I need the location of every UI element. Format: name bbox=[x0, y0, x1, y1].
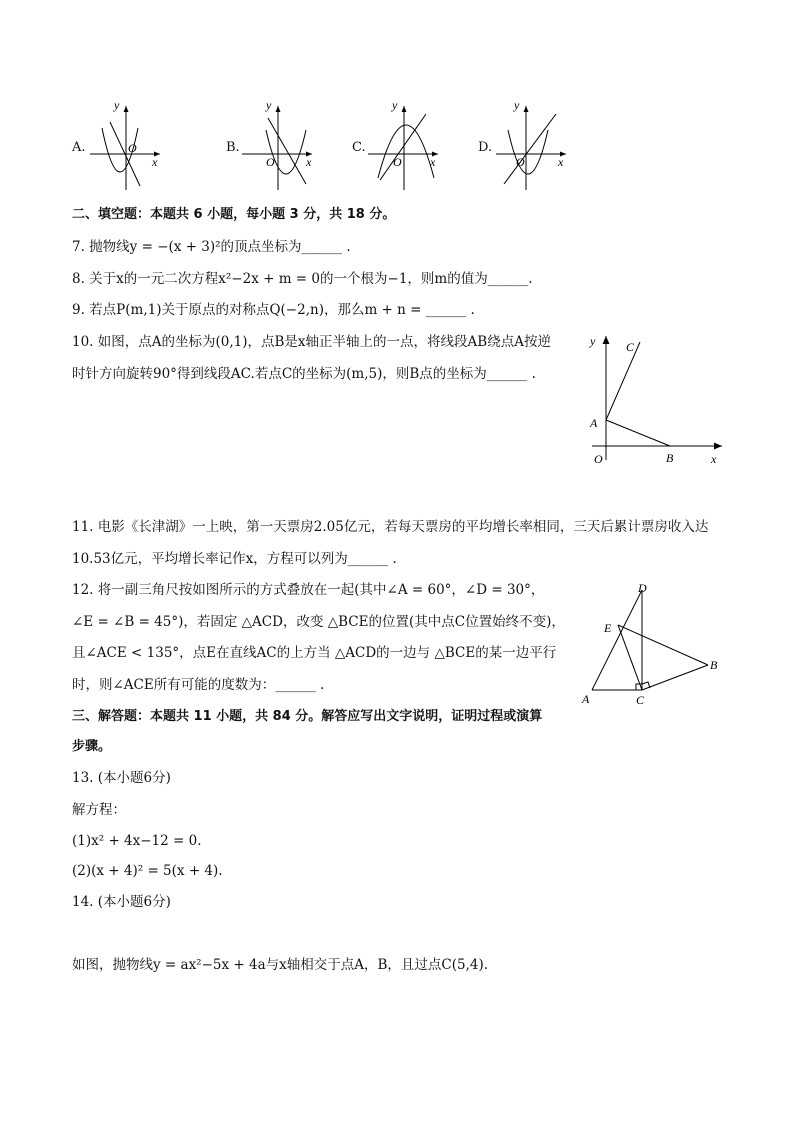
question-13-title: 13. (本小题6分) bbox=[72, 770, 171, 786]
option-a-origin: O bbox=[128, 141, 137, 155]
question-7: 7. 抛物线y = −(x + 3)²的顶点坐标为______ . bbox=[72, 239, 351, 255]
option-c-label: C. bbox=[352, 140, 366, 155]
question-12-figure bbox=[578, 580, 728, 710]
q10-point-b: B bbox=[666, 451, 674, 465]
option-d-y-label: y bbox=[514, 100, 520, 112]
option-c-y-label: y bbox=[392, 100, 398, 112]
q12-point-c: C bbox=[636, 693, 645, 707]
question-12-line1: 12. 将一副三角尺按如图所示的方式叠放在一起(其中∠A = 60°，∠D = 30°， bbox=[72, 582, 545, 598]
section3-heading-line1: 三、解答题：本题共 11 小题，共 84 分。解答应写出文字说明，证明过程或演算 bbox=[72, 709, 543, 724]
question-12-line4: 时，则∠ACE所有可能的度数为：______ . bbox=[72, 677, 325, 693]
option-b-x-label: x bbox=[306, 155, 312, 169]
question-14-title: 14. (本小题6分) bbox=[72, 894, 171, 910]
question-13-prompt: 解方程： bbox=[72, 802, 126, 818]
question-13-part1: (1)x² + 4x−12 = 0. bbox=[72, 833, 202, 849]
q10-point-c: C bbox=[626, 340, 635, 354]
q10-y-label: y bbox=[590, 334, 596, 348]
q12-point-e: E bbox=[604, 621, 612, 635]
question-12-line2: ∠E = ∠B = 45°)，若固定 △ACD，改变 △BCE的位置(其中点C位置始终不变)， bbox=[72, 614, 565, 630]
q10-x-label: x bbox=[711, 452, 717, 466]
option-b-origin: O bbox=[266, 155, 275, 169]
q12-point-a: A bbox=[582, 692, 590, 706]
option-d-origin: O bbox=[516, 155, 525, 169]
section3-heading-line2: 步骤。 bbox=[72, 739, 112, 754]
q10-point-a: A bbox=[590, 416, 598, 430]
question-10-line1: 10. 如图，点A的坐标为(0,1)，点B是x轴正半轴上的一点，将线段AB绕点A按逆 bbox=[72, 334, 551, 350]
question-8: 8. 关于x的一元二次方程x²−2x + m = 0的一个根为−1，则m的值为______. bbox=[72, 271, 533, 287]
question-11-line2: 10.53亿元，平均增长率记作x，方程可以列为______ . bbox=[72, 551, 397, 567]
q10-origin: O bbox=[594, 452, 603, 466]
option-b-y-label: y bbox=[266, 100, 272, 112]
question-11-line1: 11. 电影《长津湖》一上映，第一天票房2.05亿元，若每天票房的平均增长率相同，三天后累计票房收入达 bbox=[72, 519, 709, 535]
option-c-origin: O bbox=[393, 155, 402, 169]
question-14-text: 如图，抛物线y = ax²−5x + 4a与x轴相交于点A，B，且过点C(5,4). bbox=[72, 957, 489, 973]
option-a-label: A. bbox=[72, 140, 86, 155]
question-10-figure bbox=[582, 330, 732, 470]
section2-heading: 二、填空题：本题共 6 小题，每小题 3 分，共 18 分。 bbox=[72, 207, 396, 222]
question-12-line3: 且∠ACE < 135°，点E在直线AC的上方当 △ACD的一边与 △BCE的某一边平行 bbox=[72, 645, 557, 661]
q12-point-b: B bbox=[710, 658, 718, 672]
option-b-graph bbox=[240, 100, 320, 192]
option-d-x-label: x bbox=[558, 155, 564, 169]
question-10-line2: 时针方向旋转90°得到线段AC.若点C的坐标为(m,5)，则B点的坐标为______ . bbox=[72, 366, 536, 382]
option-c-graph bbox=[366, 100, 446, 192]
question-13-part2: (2)(x + 4)² = 5(x + 4). bbox=[72, 863, 223, 879]
option-a-y-label: y bbox=[114, 100, 120, 112]
q12-point-d: D bbox=[638, 581, 647, 595]
option-a-graph bbox=[88, 100, 168, 192]
option-c-x-label: x bbox=[430, 155, 436, 169]
option-d-graph bbox=[494, 100, 574, 192]
option-d-label: D. bbox=[478, 140, 493, 155]
question-9: 9. 若点P(m,1)关于原点的对称点Q(−2,n)，那么m + n = ______ . bbox=[72, 302, 475, 318]
option-a-x-label: x bbox=[152, 155, 158, 169]
option-b-label: B. bbox=[226, 140, 240, 155]
